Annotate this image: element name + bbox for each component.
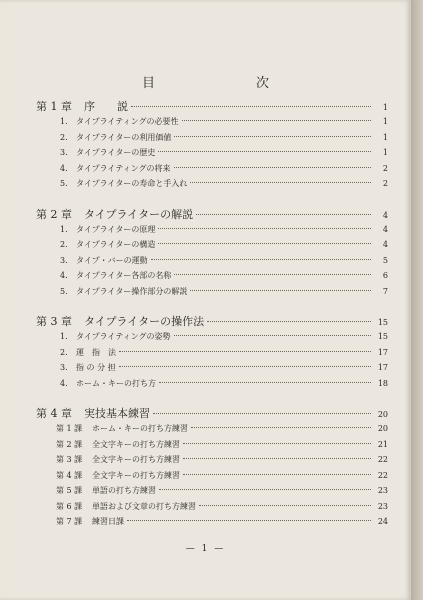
dot-leader: [191, 427, 371, 428]
page-title: 目 次: [141, 76, 313, 91]
dot-leader: [196, 214, 371, 215]
chapter-number: 第 4 章: [36, 407, 72, 420]
page-number: 20: [377, 410, 388, 419]
lesson-label: 練習日課: [92, 517, 124, 526]
dot-leader: [183, 443, 371, 444]
item-label: タイプライティングの必要性: [76, 117, 179, 126]
page-number: 4: [382, 240, 388, 249]
chapter-heading: [36, 405, 388, 423]
chapter-title: 実技基本練習: [84, 407, 150, 420]
dot-leader: [158, 243, 371, 244]
item-label: 指 の 分 担: [76, 363, 116, 372]
toc-lesson: [36, 439, 388, 455]
dot-leader: [153, 413, 371, 414]
toc-item: [36, 362, 388, 378]
dot-leader: [159, 489, 371, 490]
item-number: 5.: [60, 179, 68, 188]
toc-item: [36, 286, 388, 302]
dot-leader: [174, 274, 371, 275]
item-number: 4.: [60, 378, 68, 388]
page-number: 18: [377, 378, 388, 388]
item-label: タイプライターの寿命と手入れ: [76, 179, 188, 188]
page-number: 24: [377, 517, 388, 526]
item-label: タイプライターの構造: [76, 240, 156, 249]
dot-leader: [182, 120, 371, 121]
dot-leader: [131, 106, 371, 107]
dot-leader: [207, 321, 371, 322]
dot-leader: [159, 382, 371, 383]
dot-leader: [183, 458, 371, 459]
toc-item: [36, 331, 388, 347]
item-number: 1.: [60, 332, 68, 341]
page-number: 22: [377, 470, 388, 480]
item-number: 1.: [60, 117, 68, 126]
item-label: タイプライターの原理: [76, 224, 156, 234]
lesson-number: 第 7 課: [56, 517, 83, 526]
toc-item: [36, 147, 388, 163]
page-number: 4: [382, 210, 388, 220]
item-number: 4.: [60, 163, 68, 173]
item-number: 1.: [60, 224, 68, 234]
toc-lesson: [36, 485, 388, 501]
item-number: 3.: [60, 255, 68, 265]
dot-leader: [127, 520, 371, 521]
item-number: 3.: [60, 148, 68, 157]
toc-lesson: [36, 470, 388, 486]
toc-item: [36, 116, 388, 132]
dot-leader: [119, 366, 371, 367]
item-number: 2.: [60, 347, 68, 357]
toc-lesson: [36, 516, 388, 532]
toc-item: [36, 224, 388, 240]
chapter-number: 第 1 章: [36, 100, 72, 113]
item-label: タイプライターの利用価値: [76, 132, 172, 142]
lesson-number: 第 1 課: [56, 424, 83, 433]
item-label: タイプライティングの将来: [76, 163, 171, 173]
lesson-label: 全文字キーの打ち方練習: [92, 439, 180, 449]
page-number: 17: [377, 363, 388, 372]
item-number: 2.: [60, 240, 68, 249]
page-number: 5: [382, 255, 388, 265]
lesson-label: 単語の打ち方練習: [92, 486, 156, 495]
dot-leader: [174, 136, 371, 137]
toc-item: [36, 132, 388, 148]
dot-leader: [158, 228, 371, 229]
item-label: ホーム・キーの打ち方: [76, 378, 156, 388]
toc-item: [36, 270, 388, 286]
dot-leader: [174, 167, 371, 168]
page-number: 23: [377, 486, 388, 495]
dot-leader: [151, 259, 371, 260]
toc-item: [36, 378, 388, 394]
chapter-title: 序 説: [84, 100, 128, 113]
toc-lesson: [36, 454, 388, 470]
page-number: 2: [382, 179, 388, 188]
item-number: 3.: [60, 363, 68, 372]
toc-lesson: [36, 423, 388, 439]
lesson-label: 全文字キーの打ち方練習: [92, 470, 180, 480]
chapter-title: タイプライターの解説: [84, 207, 194, 221]
lesson-number: 第 6 課: [56, 501, 83, 511]
chapter-number: 第 3 章: [36, 315, 72, 328]
page-number: 1: [382, 103, 388, 112]
page-number: 1: [382, 132, 388, 142]
dot-leader: [158, 151, 371, 152]
dot-leader: [190, 182, 371, 183]
page-number: 1: [382, 148, 388, 157]
toc-item: [36, 255, 388, 271]
page-number: 7: [382, 286, 388, 296]
lesson-number: 第 3 課: [56, 455, 83, 464]
chapter-heading: [36, 98, 388, 116]
chapter-title: タイプライターの操作法: [84, 315, 205, 328]
page-number: 15: [377, 332, 388, 341]
page-number: 21: [377, 439, 388, 449]
chapter-number: 第 2 章: [36, 207, 72, 221]
dot-leader: [190, 290, 371, 291]
toc-lesson: [36, 501, 388, 517]
item-label: タイプライターの歴史: [76, 148, 156, 157]
page-number: 6: [382, 271, 388, 280]
page-edge: [411, 0, 423, 600]
dot-leader: [119, 351, 371, 352]
toc-item: [36, 239, 388, 255]
item-number: 5.: [60, 286, 68, 296]
dot-leader: [174, 335, 371, 336]
page-number: 15: [377, 318, 388, 327]
chapter-heading: [36, 313, 388, 331]
item-label: 運 指 法: [76, 347, 116, 357]
lesson-number: 第 2 課: [56, 439, 83, 449]
toc-item: [36, 178, 388, 194]
lesson-label: 単語および文章の打ち方練習: [92, 501, 196, 511]
page-number: 1: [382, 117, 388, 126]
item-label: タイプライター操作部分の解説: [76, 286, 188, 296]
chapter-heading: [36, 206, 388, 224]
item-number: 2.: [60, 132, 68, 142]
dot-leader: [199, 505, 371, 506]
lesson-number: 第 4 課: [56, 470, 83, 480]
page-number: 17: [377, 347, 388, 357]
dot-leader: [183, 474, 371, 475]
page-number-footer: — 1 —: [185, 544, 226, 554]
page-number: 20: [377, 424, 388, 433]
lesson-number: 第 5 課: [56, 486, 83, 495]
lesson-label: 全文字キーの打ち方練習: [92, 455, 180, 464]
toc-item: [36, 163, 388, 179]
table-of-contents: [36, 98, 388, 532]
page-number: 23: [377, 501, 388, 511]
toc-item: [36, 347, 388, 363]
lesson-label: ホーム・キーの打ち方練習: [92, 424, 188, 433]
page-number: 4: [382, 224, 388, 234]
item-label: タイプライティングの姿勢: [76, 332, 171, 341]
item-label: タイプライター各部の名称: [76, 271, 172, 280]
item-label: タイプ・バーの運動: [76, 255, 148, 265]
page-number: 22: [377, 455, 388, 464]
item-number: 4.: [60, 271, 68, 280]
page-number: 2: [382, 163, 388, 173]
